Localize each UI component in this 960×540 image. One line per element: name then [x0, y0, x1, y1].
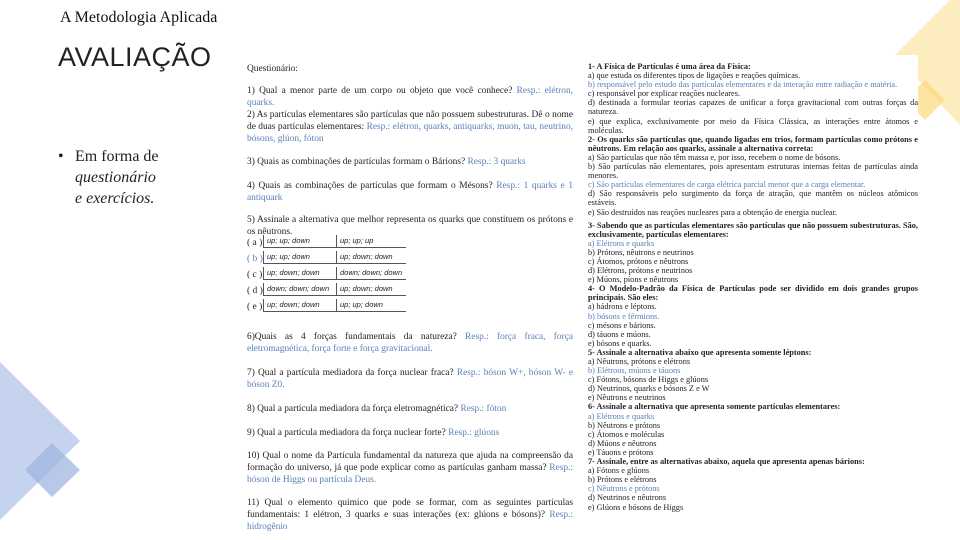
correct-option: b) responsável pelo estudo das partículas elementares e da interação entre radiação e matéria.	[588, 80, 898, 90]
correct-option: a) Elétrons e quarks	[588, 238, 655, 248]
question-text: 4) Quais as combinações de partículas que formam o Mésons?	[247, 181, 493, 191]
question-text: 7) Qual a partícula mediadora da força nuclear fraca?	[247, 368, 454, 378]
exercise-option: c) responsável por explicar reações nucleares.	[588, 89, 741, 99]
answer-text: Resp.: 3 quarks	[467, 157, 526, 167]
exercise-question: 7- Assinale, entre as alternativas abaixo, aquela que apresenta apenas bárions:	[588, 457, 865, 467]
table-row	[247, 251, 407, 267]
exercise-question: 5- Assinale a alternativa abaixo que apresenta somente léptons:	[588, 347, 812, 357]
answer-text: Resp.: glúons	[448, 428, 500, 438]
table-cell-proton: up; up; down	[263, 251, 336, 264]
question-4	[247, 180, 573, 204]
exercise-option: c) Átomos e moléculas	[588, 429, 665, 439]
exercises-column	[588, 62, 918, 512]
exercise-question: 4- O Modelo-Padrão da Física de Partículas pode ser dividido em dois grandes grupos principais. São eles:	[588, 284, 918, 303]
question-8	[247, 403, 573, 415]
question-text: 2) As partículas elementares são partículas que não possuem subestruturas. Dê o nome de duas partículas elementares:	[247, 110, 573, 132]
question-9	[247, 427, 573, 439]
table-cell-label: ( b )	[247, 254, 263, 264]
question-text: 1) Qual a menor parte de um corpo ou objeto que você conhece?	[247, 86, 513, 96]
exercise-option: e) Nêutrons e neutrinos	[588, 393, 666, 403]
answer-text: Resp.: hidrogênio	[247, 510, 574, 532]
answer-text: Resp.: 1 quarks e 1 antiquark	[247, 181, 574, 203]
correct-option: a) Elétrons e quarks	[588, 411, 655, 421]
table-cell-proton: up; down; down	[263, 299, 336, 312]
table-cell-neutron: up; up; up	[336, 235, 406, 248]
quarks-table	[247, 235, 407, 315]
exercise-option: c) mésons e bárions.	[588, 320, 656, 330]
bullet-dot: •	[58, 148, 64, 165]
table-cell-neutron: up; down; down	[336, 283, 406, 296]
exercise-option: a) Fótons e glúons	[588, 466, 650, 476]
exercise-option: b) São partículas não elementares, pois apresentam estruturas internas feitas de partículas ainda menores.	[588, 162, 918, 181]
question-text: 5) Assinale a alternativa que melhor representa os quarks que constituem os prótons e os nêutrons.	[247, 215, 573, 237]
answer-text: Resp.: elétron, quarks.	[247, 86, 574, 108]
exercise-option: a) Nêutrons, prótons e elétrons	[588, 357, 691, 366]
header-title: A Metodologia Aplicada	[60, 9, 218, 26]
table-cell-neutron: up; down; down	[336, 251, 406, 264]
bullet-text: Em forma de questionário e exercícios.	[75, 148, 159, 207]
exercise-option: e) Táuons e prótons	[588, 447, 654, 457]
exercise-option: e) Glúons e bósons de Higgs	[588, 502, 684, 512]
question-2	[247, 109, 573, 145]
answer-text: Resp.: bóson W+, bóson W- e bóson Z0.	[247, 368, 573, 390]
question-text: 10) Qual o nome da Partícula fundamental da natureza que ajuda na compreensão da formação do universo, já que pode explicar como as partículas ganham massa?	[247, 451, 573, 473]
exercise-option: b) Prótons, nêutrons e neutrinos	[588, 247, 694, 257]
exercise-option: d) São responsáveis pelo surgimento da força de atração, que mantêm os núcleos atômicos estáveis.	[588, 189, 918, 208]
exercise-option: c) Átomos, prótons e nêutrons	[588, 256, 689, 266]
correct-option: c) São partículas elementares de carga elétrica parcial menor que a carga elementar.	[588, 180, 866, 190]
exercise-option: d) Neutrinos, quarks e bósons Z e W	[588, 384, 710, 394]
table-cell-proton: down; down; down	[263, 283, 336, 296]
exercise-option: a) hádrons e léptons.	[588, 302, 657, 312]
correct-option: b) Elétrons, múons e táuons	[588, 366, 681, 376]
table-cell-label: ( c )	[247, 270, 263, 280]
table-row	[247, 299, 407, 315]
question-text: 11) Qual o elemento químico que pode se formar, com as seguintes partículas fundamentais: 1 elétron, 3 quarks e suas interações (ex: glúons e bósons)?	[247, 498, 573, 520]
table-cell-proton: up; up; down	[263, 235, 336, 248]
exercise-option: e) bósons e quarks.	[588, 338, 652, 348]
question-10	[247, 450, 573, 486]
table-cell-proton: up; down; down	[263, 267, 336, 280]
answer-text: Resp.: elétron, quarks, antiquarks, muon, tau, neutrino, bósons, glúon, fóton	[247, 122, 573, 144]
question-7	[247, 367, 573, 391]
answer-text: Resp.: bóson de Higgs ou partícula Deus.	[247, 463, 573, 485]
exercise-option: d) Múons e nêutrons	[588, 438, 657, 448]
table-row	[247, 283, 407, 299]
question-text: 9) Qual a partícula mediadora da força nuclear forte?	[247, 428, 446, 438]
exercise-question: 3- Sabendo que as partículas elementares são partículas que não possuem subestruturas. São, exclusivamente, partículas elementares:	[588, 220, 918, 239]
exercise-option: a) que estuda os diferentes tipos de ligações e reações químicas.	[588, 71, 801, 81]
table-cell-neutron: up; up; down	[336, 299, 406, 312]
exercise-document-image	[245, 55, 918, 530]
table-row	[247, 267, 407, 283]
exercise-option: e) Múons, píons e nêutrons	[588, 275, 679, 285]
question-text: 6)Quais as 4 forças fundamentais da natureza?	[247, 332, 457, 342]
exercise-option: c) Fótons, bósons de Higgs e glúons	[588, 375, 709, 385]
question-text: 3) Quais as combinações de partículas formam o Bárions?	[247, 157, 466, 167]
question-11	[247, 497, 573, 533]
answer-text: Resp.: fóton	[460, 404, 507, 414]
exercise-option: e) São destruídos nas reações nucleares para a obtenção de energia nuclear.	[588, 207, 838, 217]
exercise-option: a) São partículas que não têm massa e, por isso, recebem o nome de bósons.	[588, 152, 841, 162]
question-6	[247, 331, 573, 355]
exercise-option: e) que explica, exclusivamente por meio da Física Clássica, as interações entre átomos e moléculas.	[588, 116, 918, 135]
exercise-option: b) Prótons e elétrons	[588, 475, 657, 485]
exercise-option: d) Elétrons, prótons e neutrinos	[588, 266, 693, 276]
correct-option: b) bósons e férmions.	[588, 311, 660, 321]
exercise-option: d) táuons e múons.	[588, 329, 651, 339]
question-1	[247, 85, 573, 109]
exercise-option: b) Nêutrons e prótons	[588, 420, 661, 430]
table-cell-label: ( a )	[247, 238, 263, 248]
answer-text: Resp.: força fraca, força eletromagnética, força forte e força gravitacional.	[247, 332, 574, 354]
exercise-question: 2- Os quarks são partículas que, quando ligadas em trios, formam partículas como prótons e nêutrons. Em relação aos quarks, assinale a alternativa correta:	[588, 134, 918, 153]
bullet-item	[58, 146, 159, 209]
exercise-option: d) destinada a formular teorias capazes de unificar a força gravitacional com outras forças da natureza.	[588, 98, 918, 117]
exercise-question: 6- Assinale a alternativa que apresenta somente partículas elementares:	[588, 402, 841, 412]
table-row	[247, 235, 407, 251]
correct-option: c) Nêutrons e prótons	[588, 484, 660, 494]
questionnaire-title: Questionário:	[247, 64, 299, 74]
question-3	[247, 156, 573, 168]
exercise-option: d) Neutrinos e nêutrons	[588, 493, 667, 503]
blue-diamond-large	[0, 362, 80, 520]
question-text: 8) Qual a partícula mediadora da força eletromagnética?	[247, 404, 459, 414]
table-cell-label: ( e )	[247, 302, 263, 312]
section-title: AVALIAÇÃO	[58, 42, 212, 72]
table-cell-label: ( d )	[247, 286, 263, 296]
exercise-question: 1- A Física de Partículas é uma área da Física:	[588, 62, 751, 71]
table-cell-neutron: down; down; down	[336, 267, 406, 280]
